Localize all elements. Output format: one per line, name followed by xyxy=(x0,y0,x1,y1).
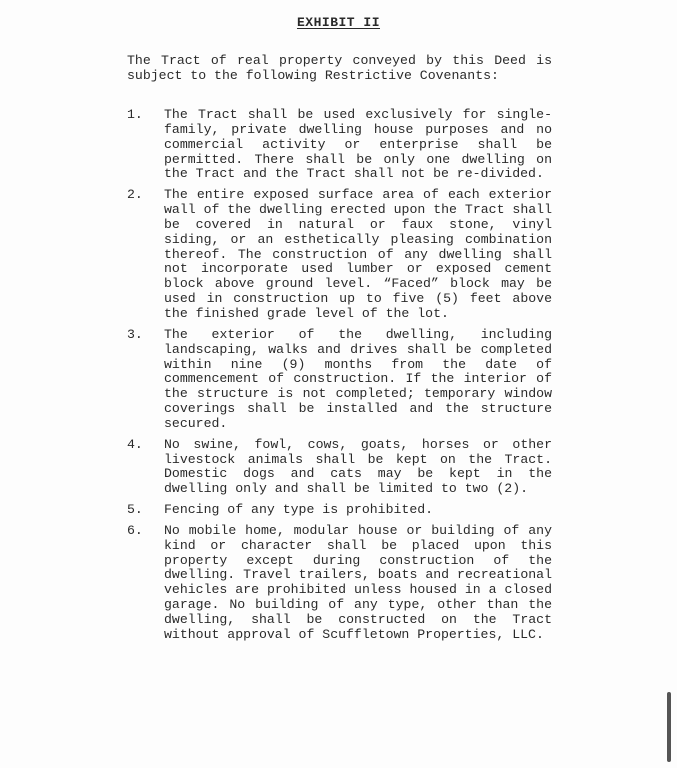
covenant-number: 6. xyxy=(127,522,143,538)
covenant-list xyxy=(127,108,552,649)
exhibit-title xyxy=(0,15,677,30)
covenant-text: No mobile home, modular house or building of any kind or character shall be placed upon this property except during construction of the dwelling. Travel trailers, boats and recreational vehicles are prohibited unless housed in a closed garage. No building of any type, other than the dwelling, shall be constructed on the Tract without approval of Scuffletown Properties, LLC. xyxy=(164,522,552,642)
covenant-number: 4. xyxy=(127,436,143,452)
covenant-number: 2. xyxy=(127,187,143,203)
covenant-item-5 xyxy=(127,503,552,518)
covenant-text: The entire exposed surface area of each exterior wall of the dwelling erected upon the Tract shall be covered in natural or faux stone, vinyl siding, or an esthetically pleasing combination thereof. The construction of any dwelling shall not incorporate used lumber or exposed cement block above ground level. “Faced” block may be used in construction up to five (5) feet above the finished grade level of the lot. xyxy=(164,187,552,321)
covenant-item-3 xyxy=(127,328,552,432)
covenant-number: 1. xyxy=(127,107,143,122)
covenant-number: 3. xyxy=(127,326,143,342)
covenant-item-2 xyxy=(127,188,552,322)
covenant-item-6 xyxy=(127,524,552,643)
exhibit-title-text: EXHIBIT II xyxy=(296,15,380,30)
covenant-text: Fencing of any type is prohibited. xyxy=(164,502,434,518)
intro-paragraph: The Tract of real property conveyed by this Deed is subject to the following Restrictive Covenants: xyxy=(127,53,552,83)
vertical-scrollbar[interactable] xyxy=(667,692,671,762)
covenant-item-4 xyxy=(127,438,552,497)
covenant-number: 5. xyxy=(127,502,143,518)
covenant-item-1 xyxy=(127,108,552,182)
covenant-text: The Tract shall be used exclusively for single-family, private dwelling house purposes and no commercial activity or enterprise shall be permitted. There shall be only one dwelling on the Tract and the Tract shall not be re-divided. xyxy=(164,107,552,182)
covenant-text: The exterior of the dwelling, including landscaping, walks and drives shall be completed within nine (9) months from the date of commencement of construction. If the interior of the structure is not completed; temporary window coverings shall be installed and the structure secured. xyxy=(164,326,552,431)
covenant-text: No swine, fowl, cows, goats, horses or other livestock animals shall be kept on the Tract. Domestic dogs and cats may be kept in the dwelling only and shall be limited to two (2). xyxy=(164,436,552,497)
